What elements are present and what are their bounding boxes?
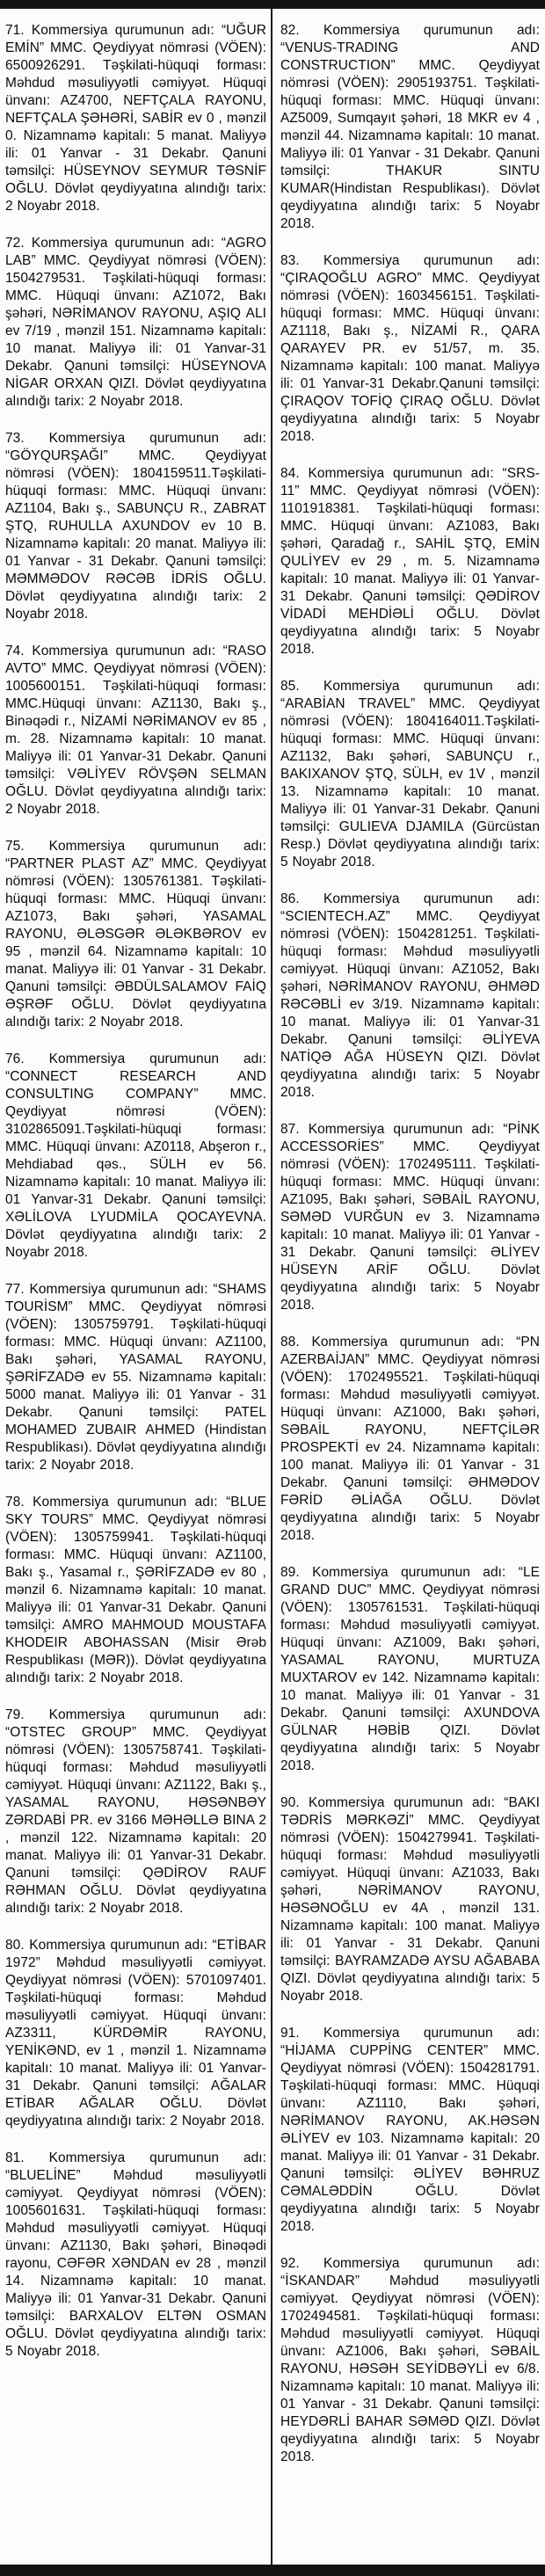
entry-body: Kommersiya qurumunun adı: “ÇIRAQOĞLU AGRO” MMC. Qeydiyyat nömrəsi (VÖEN): 1603456151. Təşkilati-hüquqi forması: MMC. Hüquqi ünvanı: AZ1118, Bakı ş., NİZAMİ R., QARA QARAYEV PR. ev 51/57, m. 35. Nizamnamə kapitalı: 100 manat. Maliyyə ili: 01 Yanvar-31 Dekabr.Qanuni təmsilçi: ÇIRAQOV TOFİQ ÇIRAQ OĞLU. Dövlət qeydiyyatına alındığı tarix: 5 Noyabr 2018. — [280, 253, 540, 444]
entry-number: 80. — [5, 1938, 25, 1953]
entry-body: Kommersiya qurumunun adı: “HİJAMA CUPPİNG CENTER” MMC. Qeydiyyat nömrəsi (VÖEN): 1504281791. Təşkilati-hüquqi forması: MMC. Hüquqi ünvanı: AZ1110, Bakı şəhəri, NƏRİMANOV RAYONU, AK.HƏSƏN ƏLİYEV ev 103. Nizamnamə kapitalı: 20 manat. Maliyyə ili: 01 Yanvar - 31 Dekabr. Qanuni təmsilçi: ƏLİYEV BƏHRUZ CƏMALƏDDİN OĞLU. Dövlət qeydiyyatına alındığı tarix: 5 Noyabr 2018. — [280, 2026, 540, 2234]
entry-body: Kommersiya qurumunun adı: “SCIENTECH.AZ” MMC. Qeydiyyat nömrəsi (VÖEN): 1504281251. Təşkilati-hüquqi forması: Məhdud məsuliyyətli cəmiyyət. Hüquqi ünvanı: AZ1052, Bakı şəhəri, NƏRİMANOV RAYONU, ƏHMƏD RƏCƏBLİ ev 3/19. Nizamnamə kapitalı: 10 manat. Maliyyə ili: 01 Yanvar-31 Dekabr. Qanuni təmsilçi: ƏLİYEVA NATİQƏ AĞA HÜSEYN QIZI. Dövlət qeydiyyatına alındığı tarix: 5 Noyabr 2018. — [280, 891, 540, 1100]
entry-body: Kommersiya qurumunun adı: “OTSTEC GROUP” MMC. Qeydiyyat nömrəsi (VÖEN): 1305758741. Təşkilati-hüquqi forması: Məhdud məsuliyyətli cəmiyyət. Hüquqi ünvanı: AZ1122, Bakı ş., YASAMAL RAYONU, HƏSƏNBƏY ZƏRDABİ PR. ev 3166 MƏHƏLLƏ BINA 2 , mənzil 122. Nizamnamə kapitalı: 20 manat. Maliyyə ili: 01 Yanvar-31 Dekabr. Qanuni təmsilçi: QƏDİROV RAUF RƏHMAN OĞLU. Dövlət qeydiyyatına alındığı tarix: 2 Noyabr 2018. — [5, 1707, 266, 1916]
right-column — [280, 9, 540, 2485]
registry-entry-78 — [5, 1494, 266, 1687]
entry-body: Kommersiya qurumunun adı: “RASO AVTO” MMC. Qeydiyyat nömrəsi (VÖEN): 1005600151. Təşkilati-hüquqi forması: MMC.Hüquqi ünvanı: AZ1130, Bakı ş., Binəqədi r., NİZAMİ NƏRİMANOV ev 85 , m. 28. Nizamnamə kapitalı: 10 manat. Maliyyə ili: 01 Yanvar-31 Dekabr. Qanuni təmsilçi: VƏLİYEV RÖVŞƏN SELMAN OĞLU. Dövlət qeydiyyatına alındığı tarix: 2 Noyabr 2018. — [5, 644, 266, 817]
registry-entry-85 — [280, 678, 540, 871]
registry-entry-74 — [5, 643, 266, 819]
registry-entry-76 — [5, 1051, 266, 1262]
entry-number: 85. — [280, 679, 300, 694]
registry-entry-77 — [5, 1281, 266, 1474]
entry-number: 87. — [280, 1122, 300, 1137]
entry-number: 89. — [280, 1565, 300, 1580]
registry-entry-92 — [280, 2255, 540, 2466]
entry-body: Kommersiya qurumunun adı: “ARABİAN TRAVEL” MMC. Qeydiyyat nömrəsi (VÖEN): 1804164011.Təşkilati-hüquqi forması: MMC. Hüquqi ünvanı: AZ1132, Bakı şəhəri, SABUNÇU r., BAKIXANOV ŞTQ, SÜLH, ev 1V , mənzil 13. Nizamnamə kapitalı: 10 manat. Maliyyə ili: 01 Yanvar-31 Dekabr. Qanuni təmsilçi: GULIEVA DJAMILA (Gürcüstan Resp.) Dövlət qeydiyyatına alındığı tarix: 5 Noyabr 2018. — [280, 679, 540, 870]
entry-body: Kommersiya qurumunun adı: “GÖYQURŞAĞI” MMC. Qeydiyyat nömrəsi (VÖEN): 1804159511.Təşkilati-hüquqi forması: MMC. Hüquqi ünvanı: AZ1104, Bakı ş., SABUNÇU R., ZABRAT ŞTQ, RUHULLA AXUNDOV ev 10 B. Nizamnamə kapitalı: 20 manat. Maliyyə ili: 01 Yanvar - 31 Dekabr. Qanuni təmsilçi: MƏMMƏDOV RƏCƏB İDRİS OĞLU. Dövlət qeydiyyatına alındığı tarix: 2 Noyabr 2018. — [5, 431, 266, 622]
entry-body: Kommersiya qurumunun adı: “BLUELİNE” Məhdud məsuliyyətli cəmiyyət. Qeydiyyat nömrəsi (VÖEN): 1005601631. Təşkilati-hüquqi forması: Məhdud məsuliyyətli cəmiyyət. Hüquqi ünvanı: AZ1130, Bakı şəhəri, Binəqədi rayonu, CƏFƏR XƏNDAN ev 28 , mənzil 14. Nizamnamə kapitalı: 10 manat. Maliyyə ili: 01 Yanvar-31 Dekabr. Qanuni təmsilçi: BARXALOV ELTƏN OSMAN OĞLU. Dövlət qeydiyyatına alındığı tarix: 5 Noyabr 2018. — [5, 2150, 266, 2359]
entry-body: Kommersiya qurumunun adı: “BLUE SKY TOURS” MMC. Qeydiyyat nömrəsi (VÖEN): 1305759941. Təşkilati-hüquqi forması: MMC. Hüquqi ünvanı: AZ1100, Bakı ş., Yasamal r., ŞƏRİFZADƏ ev 80 , mənzil 6. Nizamnamə kapitalı: 10 manat. Maliyyə ili: 01 Yanvar-31 Dekabr. Qanuni təmsilçi: AMRO MAHMOUD MOUSTAFA KHODEIR ABOHASSAN (Misir Ərəb Respublikası (MƏR)). Dövlət qeydiyyatına alındığı tarix: 2 Noyabr 2018. — [5, 1495, 266, 1685]
entry-body: Kommersiya qurumunun adı: “VENUS-TRADING AND CONSTRUCTION” MMC. Qeydiyyat nömrəsi (VÖEN): 2905193751. Təşkilati-hüquqi forması: MMC. Hüquqi ünvanı: AZ5009, Sumqayıt şəhəri, 18 MKR ev 4 , mənzil 44. Nizamnamə kapitalı: 10 manat. Maliyyə ili: 01 Yanvar - 31 Dekabr. Qanuni təmsilçi: THAKUR SINTU KUMAR(Hindistan Respublikası). Dövlət qeydiyyatına alındığı tarix: 5 Noyabr 2018. — [280, 23, 540, 231]
entry-number: 83. — [280, 253, 300, 268]
registry-entry-86 — [280, 891, 540, 1102]
registry-entry-91 — [280, 2025, 540, 2236]
entry-body: Kommersiya qurumunun adı: “PN AZERBAİJAN” MMC. Qeydiyyat nömrəsi (VÖEN): 1702495521. Təşkilati-hüquqi forması: Məhdud məsuliyyətli cəmiyyət. Hüquqi ünvanı: AZ1000, Bakı şəhəri, SƏBAİL RAYONU, NEFTÇİLƏR PROSPEKTİ ev 24. Nizamnamə kapitalı: 100 manat. Maliyyə ili: 01 Yanvar - 31 Dekabr. Qanuni təmsilçi: ƏHMƏDOV FƏRİD ƏLİAĞA OĞLU. Dövlət qeydiyyatına alındığı tarix: 5 Noyabr 2018. — [280, 1335, 540, 1543]
registry-entry-71 — [5, 22, 266, 215]
entry-number: 82. — [280, 23, 300, 38]
entry-number: 90. — [280, 1795, 300, 1810]
entry-number: 81. — [5, 2150, 25, 2165]
entry-body: Kommersiya qurumunun adı: “İSKANDAR” Məhdud məsuliyyətli cəmiyyət. Qeydiyyat nömrəsi (VÖEN): 1702494581. Təşkilati-hüquqi forması: Məhdud məsuliyyətli cəmiyyət. Hüquqi ünvanı: AZ1006, Bakı şəhəri, SƏBAİL RAYONU, HƏSƏH SEYİDBƏYLİ ev 6/8. Nizamnamə kapitalı: 10 manat. Maliyyə ili: 01 Yanvar - 31 Dekabr. Qanuni təmsilçi: HEYDƏRLİ BAHAR SƏMƏD QIZI. Dövlət qeydiyyatına alındığı tarix: 5 Noyabr 2018. — [280, 2256, 540, 2464]
registry-entry-83 — [280, 252, 540, 446]
registry-entry-79 — [5, 1706, 266, 1917]
entry-number: 79. — [5, 1707, 25, 1722]
registry-entry-75 — [5, 838, 266, 1031]
entry-number: 73. — [5, 431, 25, 446]
entry-number: 86. — [280, 891, 300, 906]
registry-page — [0, 9, 545, 2485]
entry-number: 88. — [280, 1335, 300, 1350]
entry-body: Kommersiya qurumunun adı: “PİNK ACCESSORİES” MMC. Qeydiyyat nömrəsi (VÖEN): 1702495111. Təşkilati-hüquqi forması: MMC. Hüquqi ünvanı: AZ1095, Bakı şəhəri, SƏBAİL RAYONU, SƏMƏD VURĞUN ev 3. Nizamnamə kapitalı: 10 manat. Maliyyə ili: 01 Yanvar - 31 Dekabr. Qanuni təmsilçi: ƏLİYEV HÜSEYN ARİF OĞLU. Dövlət qeydiyyatına alındığı tarix: 5 Noyabr 2018. — [280, 1122, 540, 1313]
entry-body: Kommersiya qurumunun adı: “PARTNER PLAST AZ” MMC. Qeydiyyat nömrəsi (VÖEN): 1305761381. Təşkilati-hüquqi forması: MMC. Hüquqi ünvanı: AZ1073, Bakı şəhəri, YASAMAL RAYONU, ƏLƏSGƏR ƏLƏKBƏROV ev 95 , mənzil 64. Nizamnamə kapitalı: 10 manat. Maliyyə ili: 01 Yanvar - 31 Dekabr. Qanuni təmsilçi: ƏBDÜLSALAMOV FAİQ ƏŞRƏF OĞLU. Dövlət qeydiyyatına alındığı tarix: 2 Noyabr 2018. — [5, 839, 266, 1030]
entry-number: 72. — [5, 236, 25, 251]
entry-number: 71. — [5, 23, 25, 38]
entry-number: 77. — [5, 1282, 25, 1297]
entry-number: 92. — [280, 2256, 300, 2271]
entry-number: 91. — [280, 2026, 300, 2041]
entry-number: 76. — [5, 1052, 25, 1066]
registry-entry-84 — [280, 465, 540, 659]
entry-number: 75. — [5, 839, 25, 854]
registry-entry-80 — [5, 1937, 266, 2130]
registry-entry-88 — [280, 1334, 540, 1545]
entry-body: Kommersiya qurumunun adı: “ETİBAR 1972” Məhdud məsuliyyətli cəmiyyət. Qeydiyyat nömrəsi (VÖEN): 5701097401. Təşkilati-hüquqi forması: Məhdud məsuliyyətli cəmiyyət. Hüquqi ünvanı: AZ3311, KÜRDƏMİR RAYONU, YENİKƏND, ev 1 , mənzil 1. Nizamnamə kapitalı: 10 manat. Maliyyə ili: 01 Yanvar-31 Dekabr. Qanuni təmsilçi: AĞALAR ETİBAR AĞALAR OĞLU. Dövlət qeydiyyatına alındığı tarix: 2 Noyabr 2018. — [5, 1938, 266, 2128]
entry-body: Kommersiya qurumunun adı: “BAKI TƏDRİS MƏRKƏZİ” MMC. Qeydiyyat nömrəsi (VÖEN): 1504279941. Təşkilati-hüquqi forması: Məhdud məsuliyyətli cəmiyyət. Hüquqi ünvanı: AZ1033, Bakı şəhəri, NƏRİMANOV RAYONU, HƏSƏNOĞLU ev 4A , mənzil 131. Nizamnamə kapitalı: 100 manat. Maliyyə ili: 01 Yanvar - 31 Dekabr. Qanuni təmsilçi: BAYRAMZADƏ AYSU AĞABABA QIZI. Dövlət qeydiyyatına alındığı tarix: 5 Noyabr 2018. — [280, 1795, 541, 2004]
registry-entry-72 — [5, 235, 266, 411]
registry-entry-73 — [5, 430, 266, 623]
registry-entry-82 — [280, 22, 540, 233]
entry-number: 84. — [280, 466, 300, 481]
left-column — [5, 9, 266, 2485]
entry-body: Kommersiya qurumunun adı: “SRS-11” MMC. Qeydiyyat nömrəsi (VÖEN): 1101918381. Təşkilati-hüquqi forması: MMC. Hüquqi ünvanı: AZ1083, Bakı şəhəri, Qaradağ r., SAHİL ŞTQ, EMİN QULİYEV ev 29 , m. 5. Nizamnamə kapitalı: 10 manat. Maliyyə ili: 01 Yanvar-31 Dekabr. Qanuni təmsilçi: QƏDİROV VİDADİ MEHDİƏLİ OĞLU. Dövlət qeydiyyatına alındığı tarix: 5 Noyabr 2018. — [280, 466, 540, 657]
entry-body: Kommersiya qurumunun adı: “UĞUR EMİN” MMC. Qeydiyyat nömrəsi (VÖEN): 6500926291. Təşkilati-hüquqi forması: Məhdud məsuliyyətli cəmiyyət. Hüquqi ünvanı: AZ4700, NEFTÇALA RAYONU, NEFTÇALA ŞƏHƏRİ, SABİR ev 0 , mənzil 0. Nizamnamə kapitalı: 5 manat. Maliyyə ili: 01 Yanvar - 31 Dekabr. Qanuni təmsilçi: HÜSEYNOV SEYMUR TƏSNİF OĞLU. Dövlət qeydiyyatına alındığı tarix: 2 Noyabr 2018. — [5, 23, 267, 214]
registry-entry-89 — [280, 1564, 540, 1775]
entry-body: Kommersiya qurumunun adı: “AGRO LAB” MMC. Qeydiyyat nömrəsi (VÖEN): 1504279531. Təşkilati-hüquqi forması: MMC. Hüquqi ünvanı: AZ1072, Bakı şəhəri, NƏRİMANOV RAYONU, AŞIQ ALI ev 7/19 , mənzil 151. Nizamnamə kapitalı: 10 manat. Maliyyə ili: 01 Yanvar-31 Dekabr. Qanuni təmsilçi: HÜSEYNOVA NİGAR ORXAN QIZI. Dövlət qeydiyyatına alındığı tarix: 2 Noyabr 2018. — [5, 236, 266, 409]
top-rule — [0, 0, 545, 9]
registry-entry-90 — [280, 1794, 540, 2005]
registry-entry-81 — [5, 2150, 266, 2361]
entry-number: 74. — [5, 644, 25, 659]
entry-number: 78. — [5, 1495, 25, 1510]
entry-body: Kommersiya qurumunun adı: “SHAMS TOURİSM” MMC. Qeydiyyat nömrəsi (VÖEN): 1305759791. Təşkilati-hüquqi forması: MMC. Hüquqi ünvanı: AZ1100, Bakı şəhəri, YASAMAL RAYONU, ŞƏRİFZADƏ ev 55. Nizamnamə kapitalı: 5000 manat. Maliyyə ili: 01 Yanvar - 31 Dekabr. Qanuni təmsilçi: PATEL MOHAMED ZUBAIR AHMED (Hindistan Respublikası). Dövlət qeydiyyatına alındığı tarix: 2 Noyabr 2018. — [5, 1282, 266, 1473]
registry-entry-87 — [280, 1121, 540, 1314]
bottom-rule — [0, 2565, 545, 2576]
entry-body: Kommersiya qurumunun adı: “CONNECT RESEARCH AND CONSULTING COMPANY” MMC. Qeydiyyat nömrəsi (VÖEN): 3102865091.Təşkilati-hüquqi forması: MMC. Hüquqi ünvanı: AZ0118, Abşeron r., Mehdiabad qəs., SÜLH ev 56. Nizamnamə kapitalı: 10 manat. Maliyyə ili: 01 Yanvar-31 Dekabr. Qanuni təmsilçi: XƏLİLOVA LYUDMİLA QOCAYEVNA. Dövlət qeydiyyatına alındığı tarix: 2 Noyabr 2018. — [5, 1052, 266, 1260]
entry-body: Kommersiya qurumunun adı: “LE GRAND DUC” MMC. Qeydiyyat nömrəsi (VÖEN): 1305761531. Təşkilati-hüquqi forması: Məhdud məsuliyyətli cəmiyyət. Hüquqi ünvanı: AZ1009, Bakı şəhəri, YASAMAL RAYONU, MURTUZA MUXTAROV ev 142. Nizamnamə kapitalı: 10 manat. Maliyyə ili: 01 Yanvar - 31 Dekabr. Qanuni təmsilçi: AXUNDOVA GÜLNAR HƏBİB QIZI. Dövlət qeydiyyatına alındığı tarix: 5 Noyabr 2018. — [280, 1565, 540, 1773]
